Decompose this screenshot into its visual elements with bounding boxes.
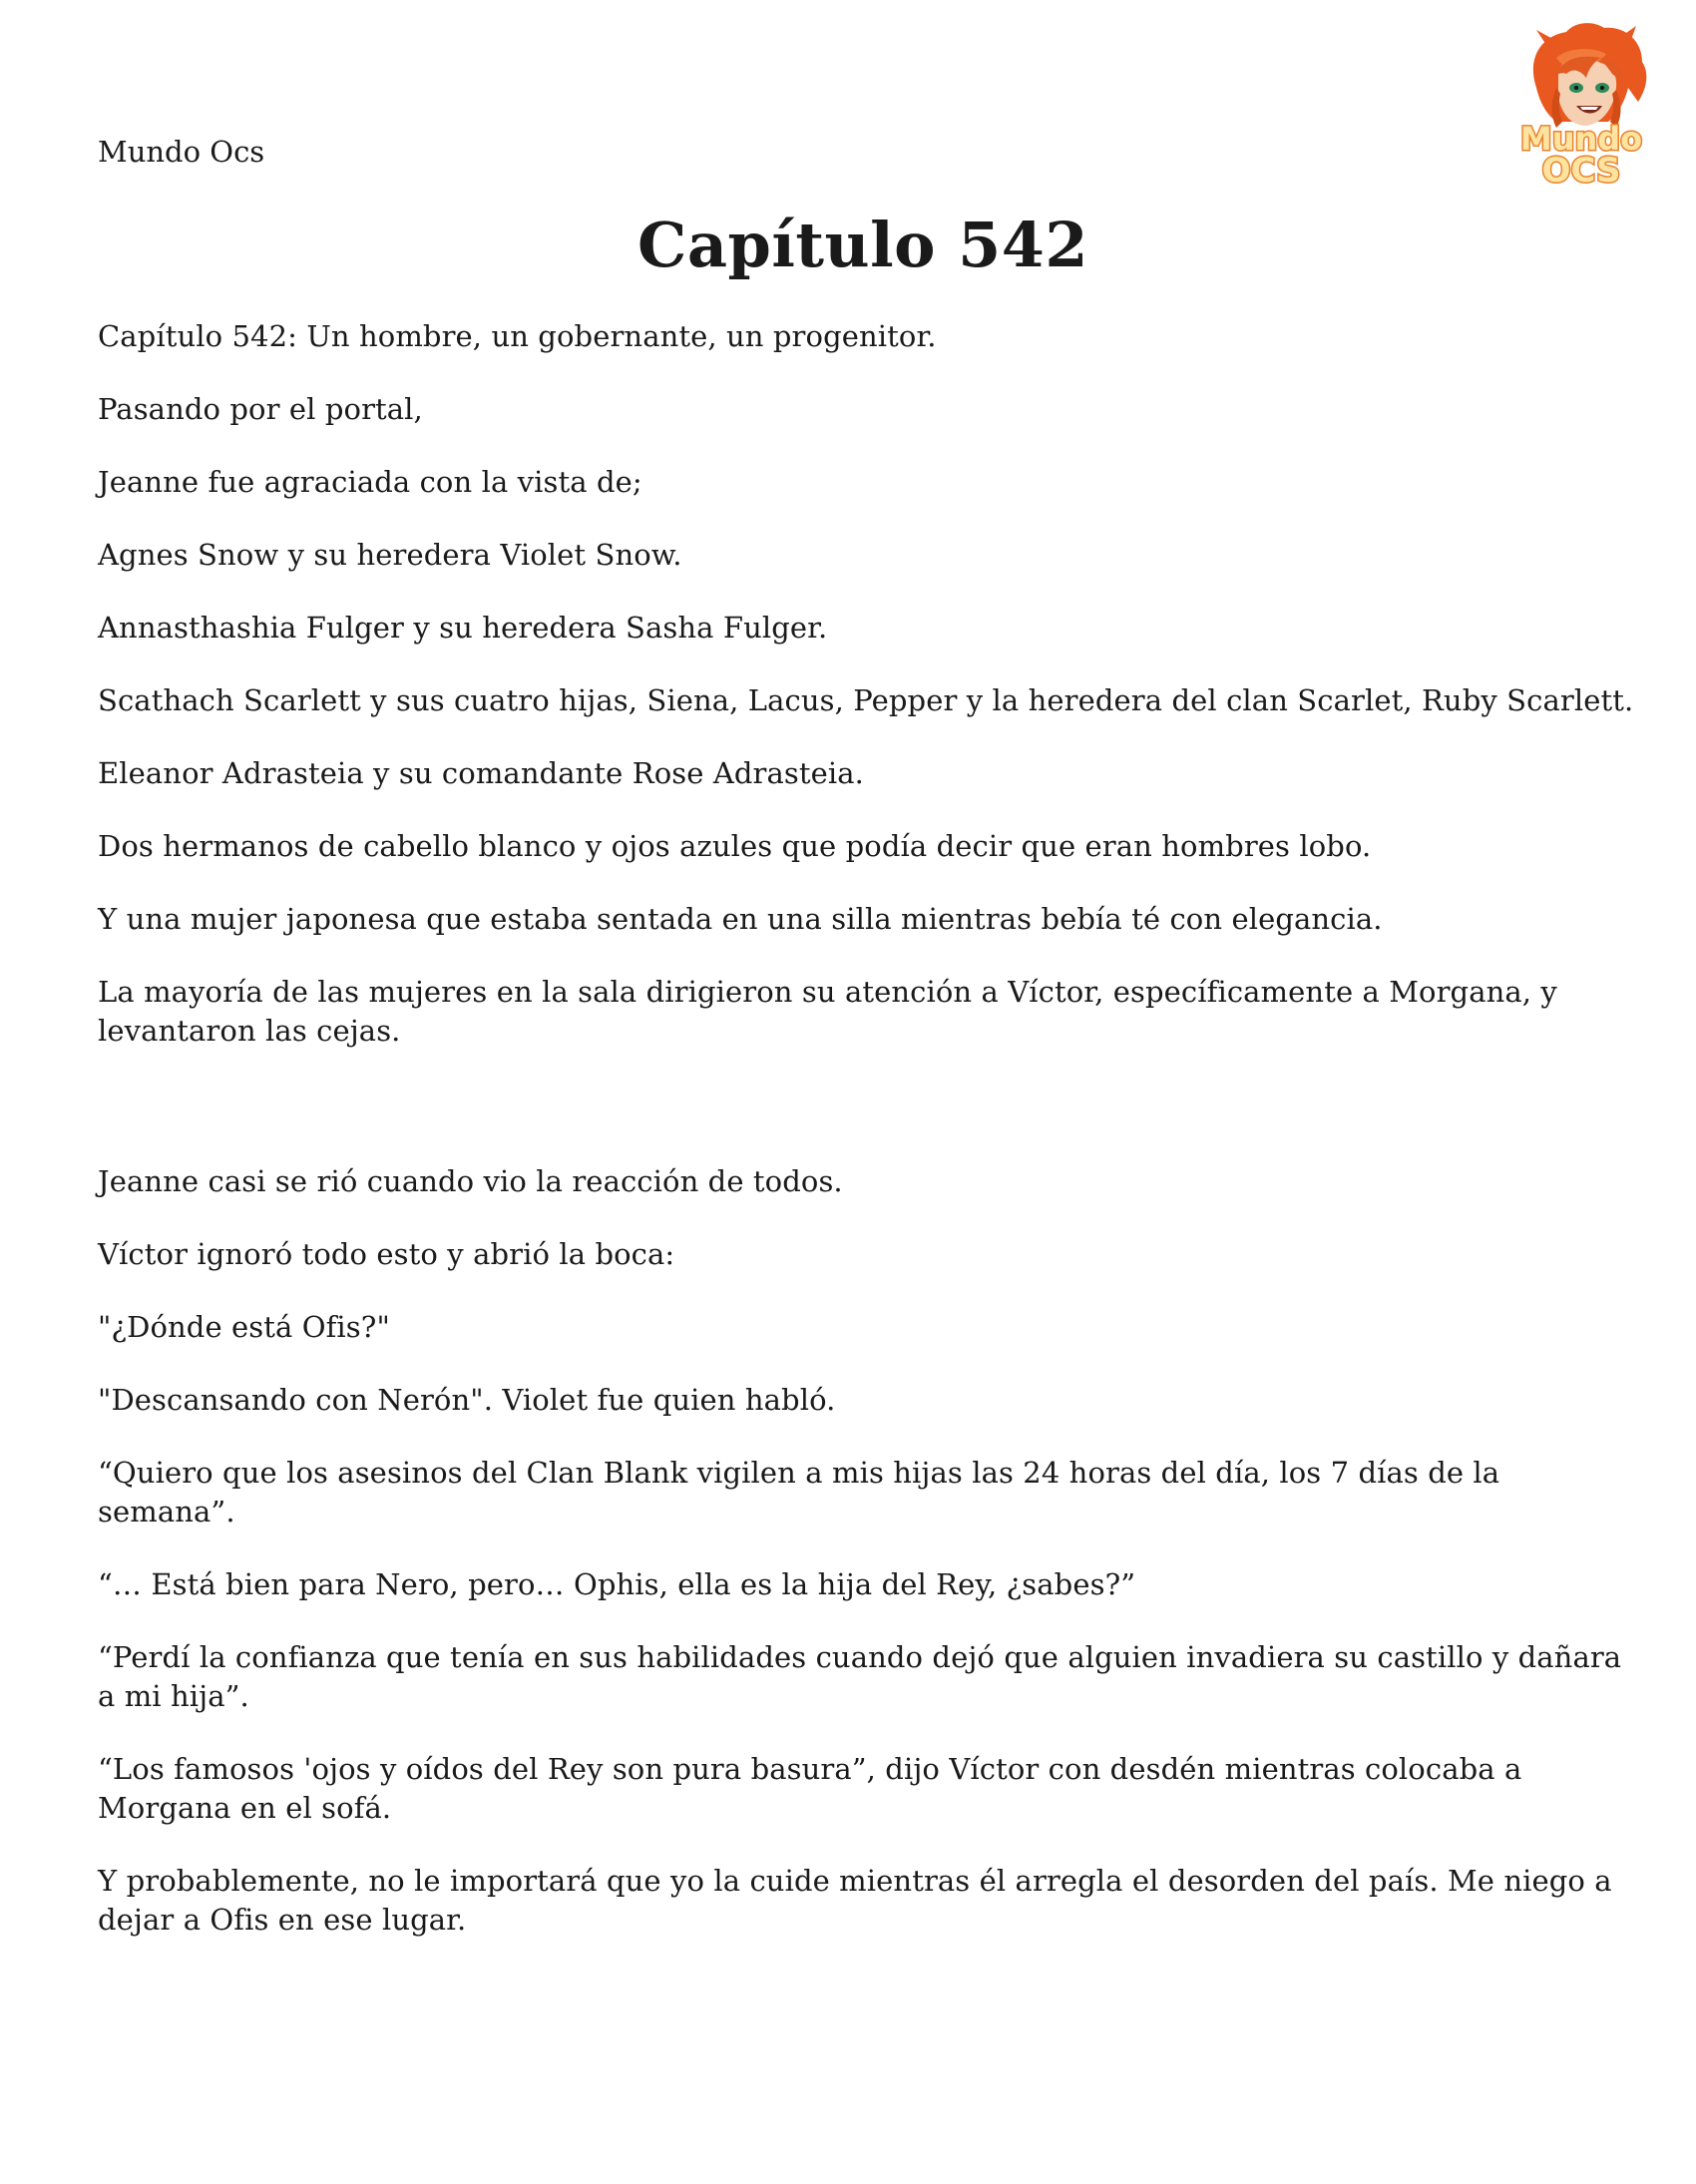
paragraph: "¿Dónde está Ofis?" (98, 1310, 390, 1344)
paragraph: Y una mujer japonesa que estaba sentada en una silla mientras bebía té con elegancia. (98, 902, 1383, 936)
chapter-title: Capítulo 542 (636, 209, 1089, 281)
paragraph: “Quiero que los asesinos del Clan Blank vigilen a mis hijas las 24 horas del día, los 7 días de la semana”. (98, 1456, 1500, 1529)
mundo-ocs-logo (1496, 18, 1666, 190)
paragraph: Eleanor Adrasteia y su comandante Rose Adrasteia. (98, 756, 864, 790)
logo-text-bottom: OCS (1541, 151, 1621, 190)
paragraph: Jeanne fue agraciada con la vista de; (98, 465, 642, 499)
paragraph: La mayoría de las mujeres en la sala dirigieron su atención a Víctor, específicamente a Morgana, y levantaron las cejas. (98, 975, 1557, 1048)
paragraph: Jeanne casi se rió cuando vio la reacción de todos. (98, 1164, 843, 1198)
paragraph: Capítulo 542: Un hombre, un gobernante, un progenitor. (98, 319, 937, 353)
chapter-body (98, 317, 1634, 1973)
paragraph: Annasthashia Fulger y su heredera Sasha Fulger. (98, 611, 828, 645)
site-label: Mundo Ocs (98, 135, 265, 169)
paragraph: Agnes Snow y su heredera Violet Snow. (98, 538, 682, 572)
paragraph: Y probablemente, no le importará que yo la cuide mientras él arregla el desorden del país. Me niego a dejar a Ofis en ese lugar. (98, 1864, 1612, 1937)
paragraph: Víctor ignoró todo esto y abrió la boca: (98, 1237, 675, 1271)
paragraph: Scathach Scarlett y sus cuatro hijas, Siena, Lacus, Pepper y la heredera del clan Scarlet, Ruby Scarlett. (98, 683, 1634, 717)
paragraph: "Descansando con Nerón". Violet fue quien habló. (98, 1383, 836, 1417)
red-haired-character-logo-icon (1496, 18, 1666, 190)
logo-text-top: Mundo (1519, 120, 1643, 158)
paragraph: “Los famosos 'ojos y oídos del Rey son pura basura”, dijo Víctor con desdén mientras colocaba a Morgana en el sofá. (98, 1752, 1522, 1825)
paragraph: “… Está bien para Nero, pero… Ophis, ella es la hija del Rey, ¿sabes?” (98, 1567, 1136, 1601)
paragraph: Pasando por el portal, (98, 392, 423, 426)
paragraph: Dos hermanos de cabello blanco y ojos azules que podía decir que eran hombres lobo. (98, 829, 1372, 863)
paragraph: “Perdí la confianza que tenía en sus habilidades cuando dejó que alguien invadiera su castillo y dañara a mi hija”. (98, 1640, 1622, 1713)
